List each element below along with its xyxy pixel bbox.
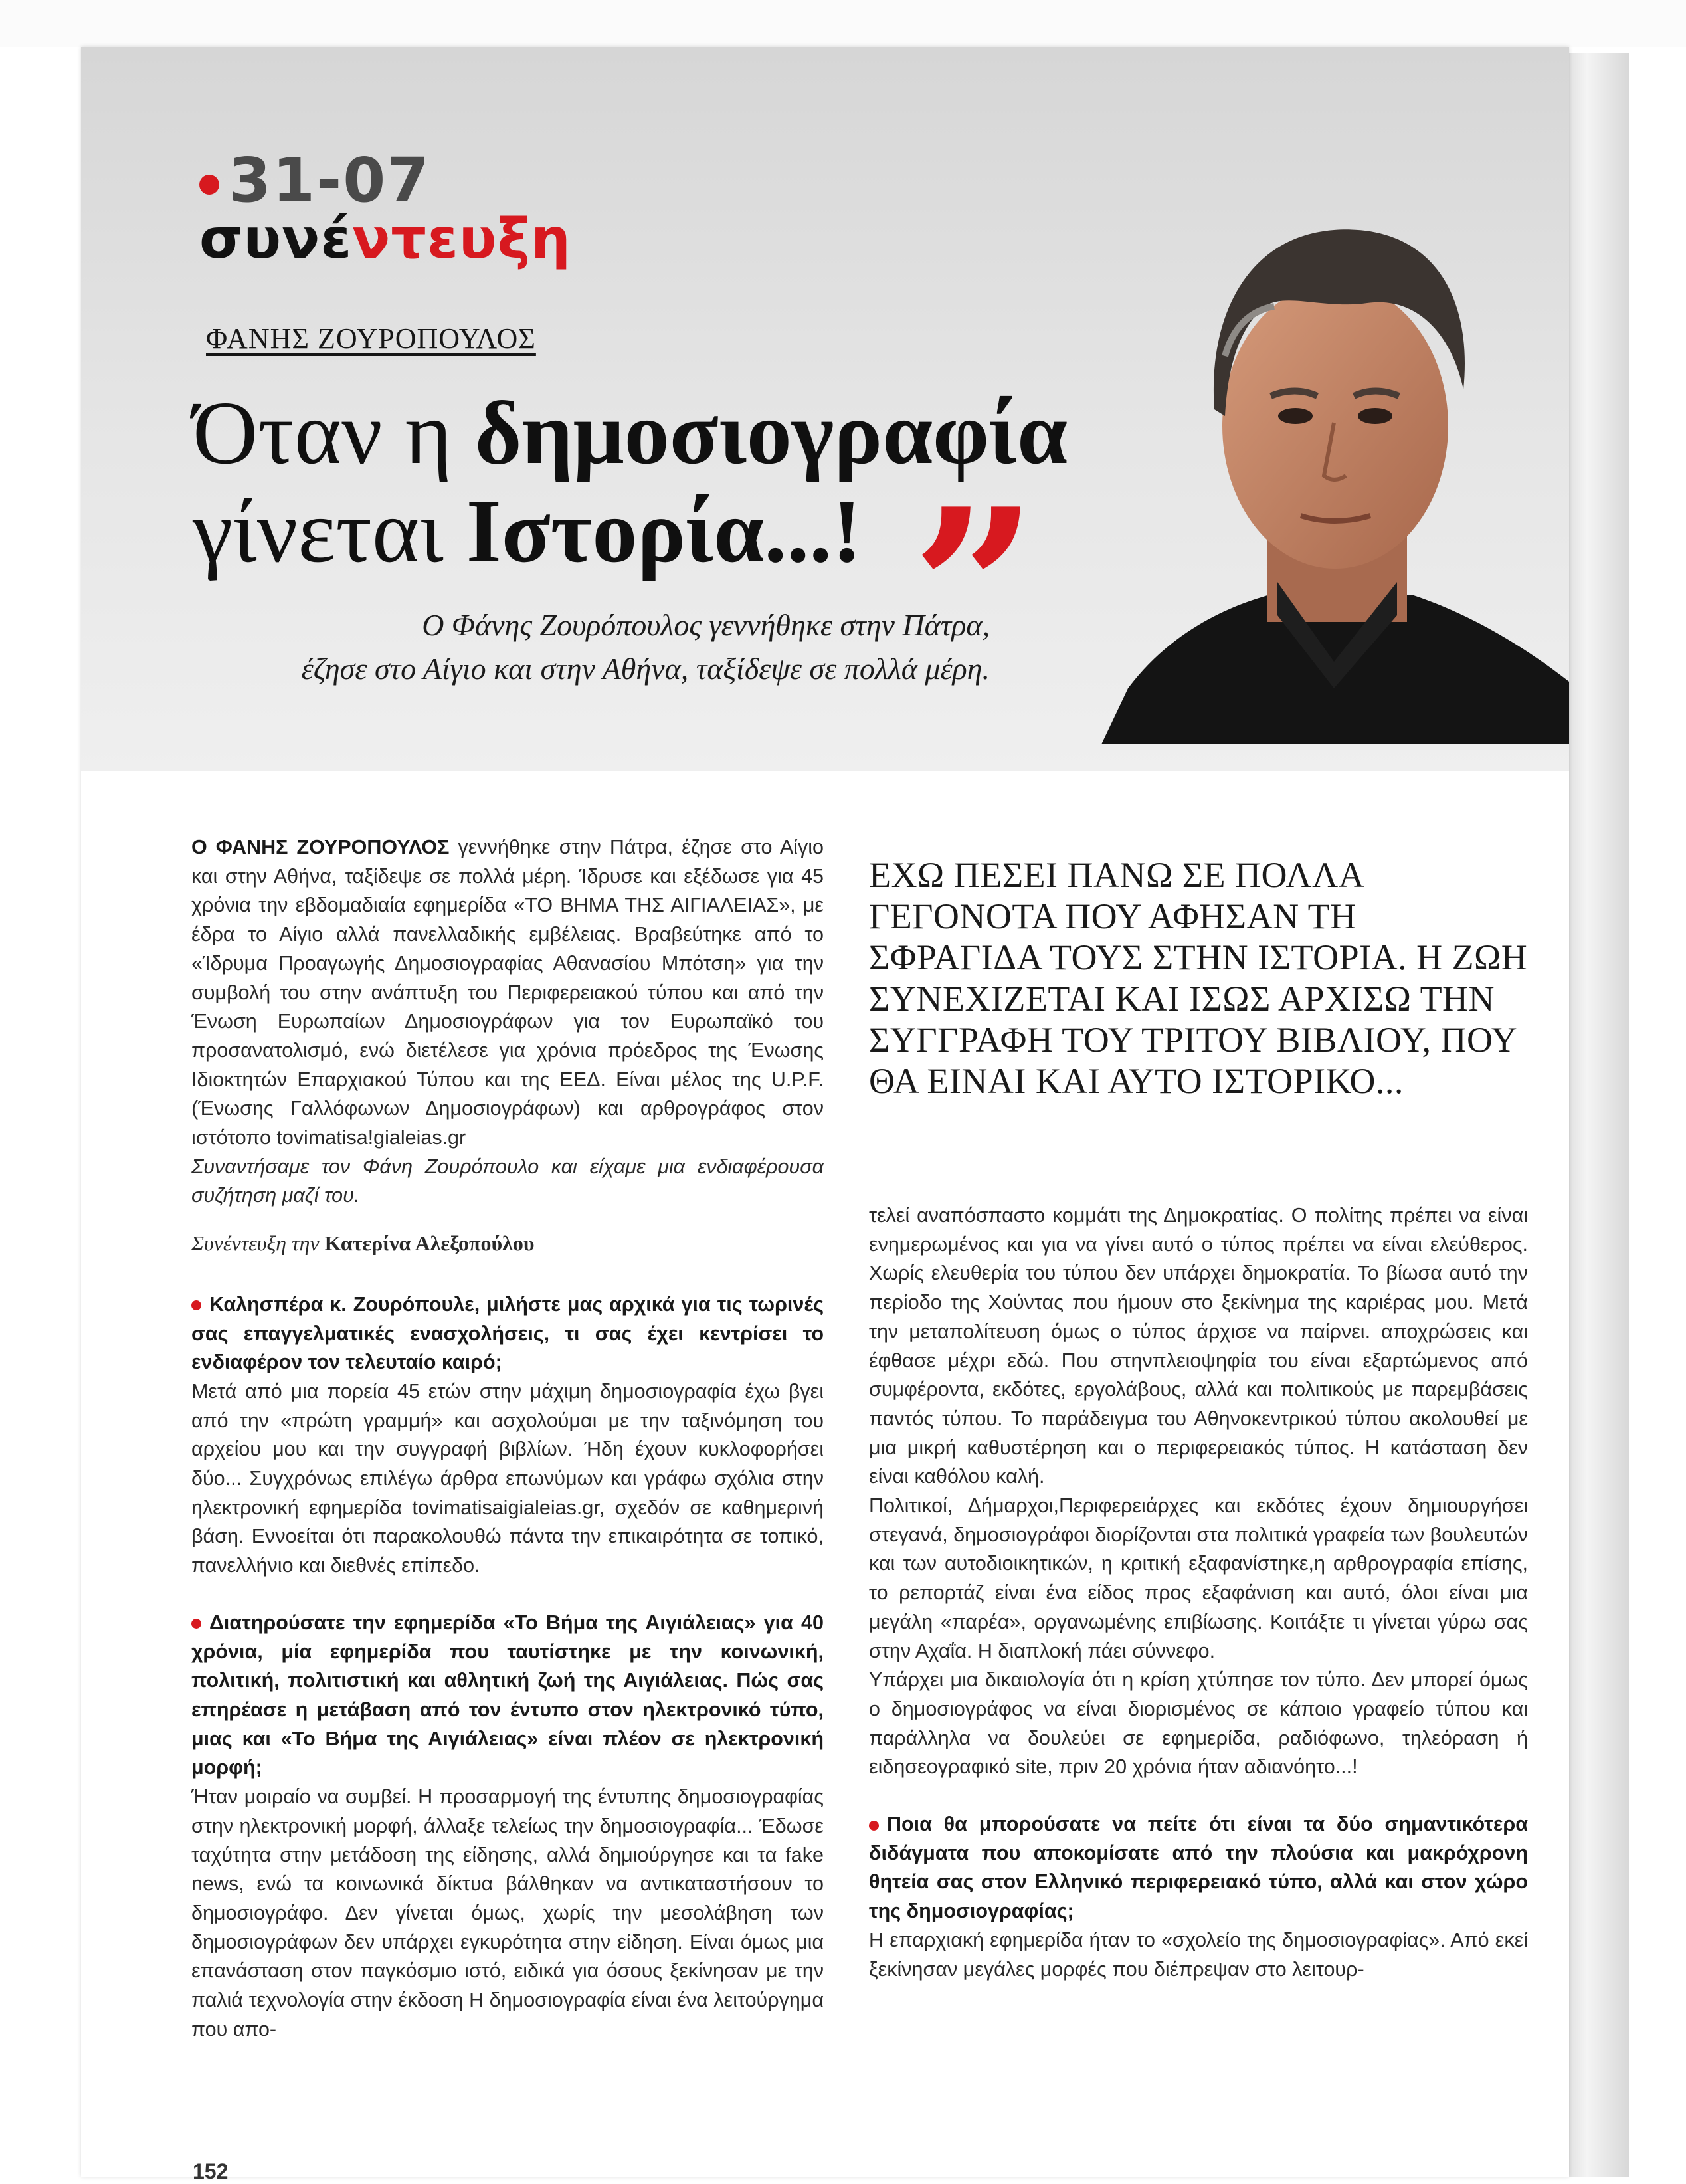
red-bullet-icon bbox=[191, 1300, 201, 1310]
byline: Συνέντευξη την Κατερίνα Αλεξοπούλου bbox=[191, 1231, 535, 1256]
section-title: συνέντευξη bbox=[199, 206, 571, 271]
pull-quote: ΕΧΩ ΠΕΣΕΙ ΠΑΝΩ ΣΕ ΠΟΛΛΑ ΓΕΓΟΝΟΤΑ ΠΟΥ ΑΦΗΣΑΝ ΤΗ ΣΦΡΑΓΙΔΑ ΤΟΥΣ ΣΤΗΝ ΙΣΤΟΡΙΑ. Η ΖΩΗ ΣΥΝΕΧΙΖΕΤΑΙ ΚΑΙ ΙΣΩΣ ΑΡΧΙΣΩ ΤΗΝ ΣΥΓΓΡΑΦΗ ΤΟΥ ΤΡΙΤΟΥ ΒΙΒΛΙΟΥ, ΠΟΥ ΘΑ ΕΙΝΑΙ ΚΑΙ ΑΥΤΟ ΙΣΤΟΡΙΚΟ... bbox=[869, 855, 1528, 1101]
intro-italic: Συναντήσαμε τον Φάνη Ζουρόπουλο και είχαμε μια ενδιαφέρουσα συζήτηση μαζί του. bbox=[191, 1155, 824, 1207]
question-2: Διατηρούσατε την εφημερίδα «Το Βήμα της Αιγιάλειας» για 40 χρόνια, μία εφημερίδα που ταυτίστηκε με την κοινωνική, πολιτική, πολιτιστική και αθλητική ζωή της Αιγιάλειας. Πώς σας επηρέασε η μετάβαση από τον έντυπο στον ηλεκτρονικό τύπο, μιας και «Το Βήμα της Αιγιάλειας» είναι πλέον σε ηλεκτρονική μορφή; bbox=[191, 1611, 824, 1779]
answer-2-paragraph-3: Υπάρχει μια δικαιολογία ότι η κρίση χτύπησε τον τύπο. Δεν μπορεί όμως ο δημοσιογράφος να είναι διορισμένος σε κάποιο γραφείο τύπου και παράλληλα να δουλεύει σε εφημερίδα, ραδιόφωνο, τηλεόραση ή ειδησεογραφικό site, πριν 20 χρόνια ήταν αδιανόητο...! bbox=[869, 1668, 1528, 1779]
interviewee-name: ΦΑΝΗΣ ΖΟΥΡΟΠΟΥΛΟΣ bbox=[206, 322, 536, 355]
answer-3: Η επαρχιακή εφημερίδα ήταν το «σχολείο της δημοσιογραφίας». Από εκεί ξεκίνησαν μεγάλες μορφές που διέπρεψαν στο λειτουρ- bbox=[869, 1928, 1528, 1981]
headline: Όταν η δημοσιογραφία γίνεται Ιστορία...! bbox=[193, 383, 1068, 581]
scan-background bbox=[0, 0, 1686, 47]
red-bullet-icon bbox=[869, 1821, 879, 1831]
answer-2-continued: τελεί αναπόσπαστο κομμάτι της Δημοκρατίας. Ο πολίτης πρέπει να είναι ενημερωμένος και για να γίνει αυτό ο τύπος πρέπει να είναι ελεύθερος. Χωρίς ελευθερία του τύπου δεν υπάρχει δημοκρατία. Το βίωσα αυτό την περίοδο της Χούντας που ήμουν στο ξεκίνημα της καριέρας μου. Μετά την μεταπολίτευση όμως ο τύπος άρχισε να παίρνει. αποχρώσεις και έφθασε μέχρι εδώ. Που στηνπλειοψηφία του είναι εξαρτώμενος από συμφέροντα, εκδότες, εργολάβους, αλλά και πολιτικούς με παρεμβάσεις παντός τύπου. Το παράδειγμα του Αθηνοκεντρικού τύπου ακολουθεί με μια μικρή καθυστέρηση και ο περιφερειακός τύπος. Η κατάσταση δεν είναι καθόλου καλή. bbox=[869, 1204, 1528, 1488]
issue-date: 31-07 bbox=[199, 145, 430, 216]
question-3: Ποια θα μπορούσατε να πείτε ότι είναι τα δύο σημαντικότερα διδάγματα που αποκομίσατε από την πλούσια και μακρόχρονη θητεία σας στον Ελληνικό περιφερειακό τύπο, αλλά και στον χώρο της δημοσιογραφίας; bbox=[869, 1813, 1528, 1923]
right-column bbox=[869, 1201, 1528, 1984]
answer-1: Μετά από μια πορεία 45 ετών στην μάχιμη δημοσιογραφία έχω βγει από την «πρώτη γραμμή» και ασχολούμαι με την ταξινόμηση του αρχείου μου και την συγγραφή βιβλίων. Ήδη έχουν κυκλοφορήσει δύο... Συγχρόνως επιλέγω άρθρα επωνύμων και γράφω σχόλια στην ηλεκτρονική εφημερίδα tovimatisaigialeias.gr, σχεδόν σε καθημερινή βάση. Εννοείται ότι παρακολουθώ πάντα την επικαιρότητα σε τοπικό, πανελλήνιο και διεθνές επίπεδο. bbox=[191, 1379, 824, 1577]
answer-2: Ήταν μοιραίο να συμβεί. Η προσαρμογή της έντυπης δημοσιογραφίας στην ηλεκτρονική μορφή, άλλαξε τελείως την δημοσιογραφία... Έδωσε ταχύτητα στην μετάδοση της είδησης, αλλά δημιούργησε και τα fake news, ενώ τα κοινωνικά δίκτυα βάλθηκαν να αντικαταστήσουν το δημοσιογράφο. Δεν γίνεται όμως, χωρίς την μεσολάβηση των δημοσιογράφων δεν υπάρχει εγκυρότητα στην είδηση. Είναι όμως μια επανάσταση στον παγκόσμιο ιστό, ειδικά για όσους ξεκίνησαν με την παλιά τεχνολογία στην έκδοση Η δημοσιογραφία είναι ένα λειτούργημα που απο- bbox=[191, 1785, 824, 2040]
page-number: 152 bbox=[193, 2159, 229, 2183]
portrait-photo bbox=[1101, 157, 1569, 744]
answer-2-paragraph-2: Πολιτικοί, Δήμαρχοι,Περιφερειάρχες και εκδότες έχουν δημιουργήσει στεγανά, δημοσιογράφοι διορίζονται στα πολιτικά γραφεία των βουλευτών και των αυτοδιοικητικών, η κριτική εξαφανίστηκε,η αρθρογραφία επίσης, το ρεπορτάζ είναι ένα είδος προς εξαφάνιση και αυτό, όλοι είναι μια μεγάλη «παρέα», οργανωμένης επιβίωσης. Κοιτάξτε τι γίνεται γύρω σας στην Αχαΐα. Η διαπλοκή πάει σύννεφο. bbox=[869, 1494, 1528, 1662]
question-1: Καλησπέρα κ. Ζουρόπουλε, μιλήστε μας αρχικά για τις τωρινές σας επαγγελματικές ενασχολήσεις, τι σας έχει κεντρίσει το ενδιαφέρον τον τελευταίο καιρό; bbox=[191, 1292, 824, 1374]
magazine-spine bbox=[1569, 53, 1629, 2177]
left-column bbox=[191, 833, 824, 2044]
red-dot-icon bbox=[199, 175, 219, 195]
intro-paragraph: Ο ΦΑΝΗΣ ΖΟΥΡΟΠΟΥΛΟΣ γεννήθηκε στην Πάτρα, έζησε στο Αίγιο και στην Αθήνα, ταξίδεψε σε πολλά μέρη. Ίδρυσε και εξέδωσε για 45 χρόνια την εβδομαδιαία εφημερίδα «ΤΟ ΒΗΜΑ ΤΗΣ ΑΙΓΙΑΛΕΙΑΣ», με έδρα το Αίγιο αλλά πανελλαδικής εμβέλειας. Βραβεύτηκε από το «Ίδρυμα Προαγωγής Δημοσιογραφίας Αθανασίου Μπότση» για την συμβολή του στην ανάπτυξη του Περιφερειακού τύπου και από την Ένωση Ευρωπαίων Δημοσιογράφων για τον Ευρωπαϊκό του προσανατολισμό, ενώ διετέλεσε για χρόνια πρόεδρος της Ένωσης Ιδιοκτητών Επαρχιακού Τύπου και της ΕΕΔ. Είναι μέλος της U.P.F. (Ένωσης Γαλλόφωνων Δημοσιογράφων) και αρθρογράφος στον ιστότοπο tovimatisa!gialeias.gr bbox=[191, 836, 824, 1149]
standfirst: Ο Φάνης Ζουρόπουλος γεννήθηκε στην Πάτρα, έζησε στο Αίγιο και στην Αθήνα, ταξίδεψε σε πολλά μέρη. bbox=[301, 608, 990, 686]
red-bullet-icon bbox=[191, 1619, 201, 1629]
quote-mark-icon: ” bbox=[911, 460, 1038, 718]
